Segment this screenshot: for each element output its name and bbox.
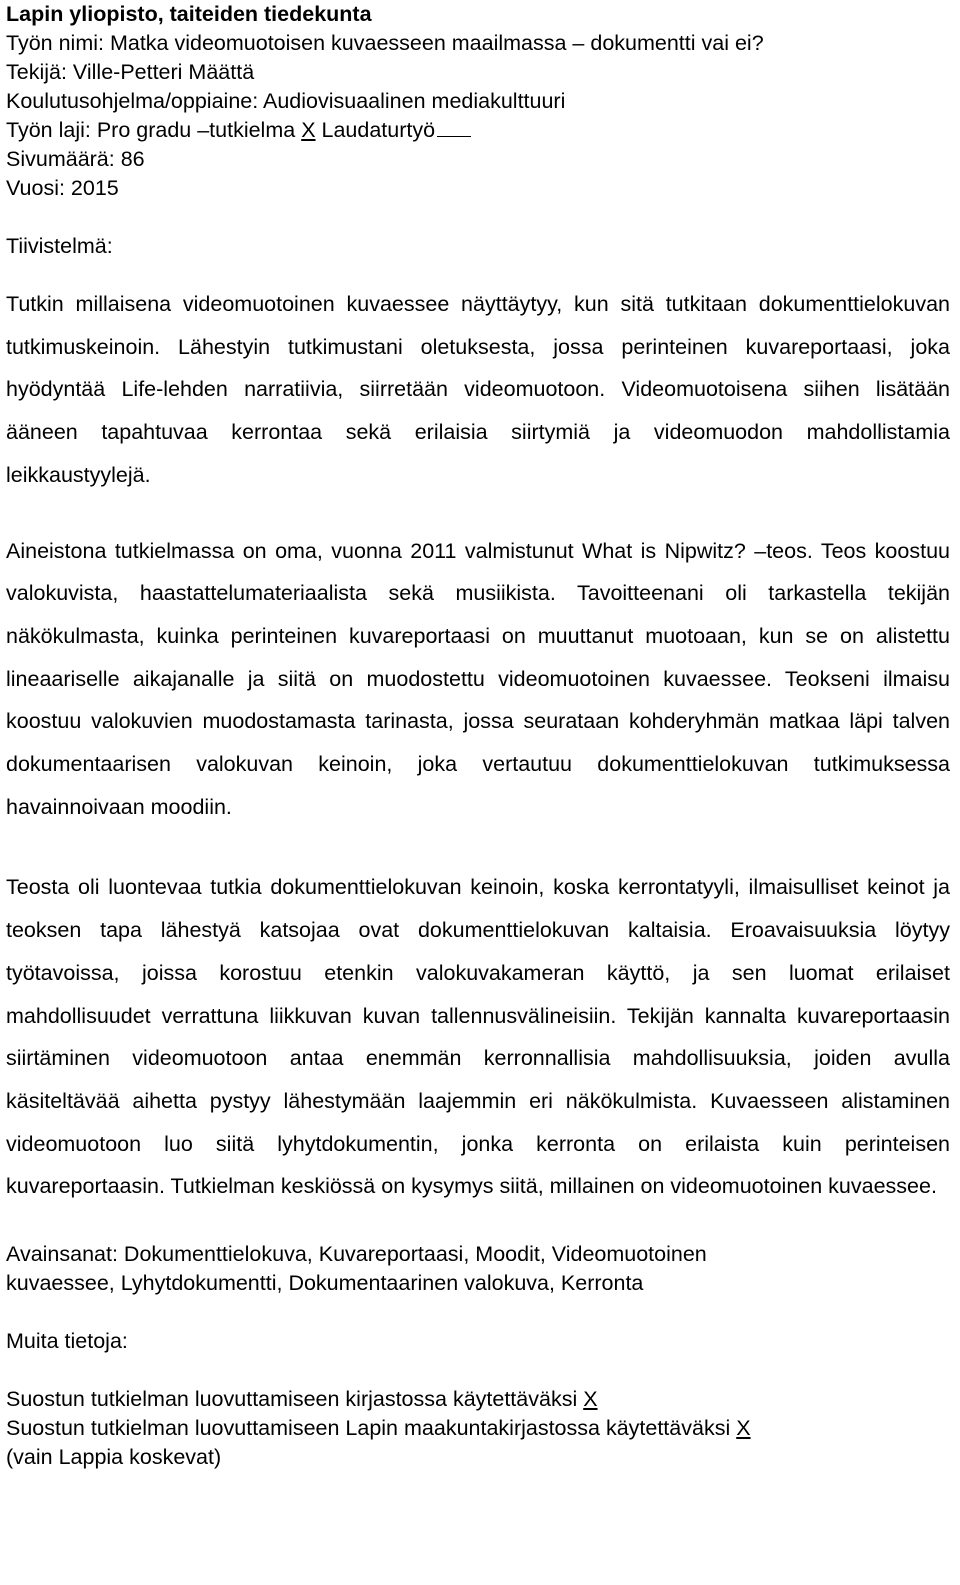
page-count-line: Sivumäärä: 86 (6, 147, 145, 171)
year-line: Vuosi: 2015 (6, 176, 119, 200)
thesis-abstract-page (6, 0, 950, 1472)
abstract-label: Tiivistelmä: (6, 234, 113, 258)
other-info-label: Muita tietoja: (6, 1329, 128, 1354)
consent-regional-mark: X (736, 1416, 751, 1441)
abstract-paragraph-2: Aineistona tutkielmassa on oma, vuonna 2011 valmistunut What is Nipwitz? –teos. Teos koostuu valokuvista, haastattelumateriaalista sekä musiikista. Tavoitteenani oli tarkastella tekijän näkökulmasta, kuinka perinteinen kuvareportaasi on muuttanut muotoaan, kun se on alistettu lineaariselle aikajanalle ja siitä on muodostettu videomuotoinen kuvaessee. Teokseni ilmaisu koostuu valokuvien muodostamasta tarinasta, jossa seurataan kohderyhmän matkaa läpi talven dokumentaarisen valokuvan keinoin, joka vertautuu dokumenttielokuvan tutkimuksessa havainnoivaan moodiin. (6, 538, 950, 819)
work-title-line: Työn nimi: Matka videomuotoisen kuvaesseen maailmassa – dokumentti vai ei? (6, 31, 764, 55)
work-type-mark: X (301, 118, 316, 142)
keywords-block (6, 1240, 950, 1298)
abstract-paragraph-1: Tutkin millaisena videomuotoinen kuvaessee näyttäytyy, kun sitä tutkitaan dokumenttielokuvan tutkimuskeinoin. Lähestyin tutkimustani oletuksesta, jossa perinteinen kuvareportaasi, joka hyödyntää Life-lehden narratiivia, siirretään videomuotoon. Videomuotoisena siihen lisätään ääneen tapahtuvaa kerrontaa sekä erilaisia siirtymiä ja videomuodon mahdollistamia leikkaustyylejä. (6, 292, 950, 487)
author-line: Tekijä: Ville-Petteri Määttä (6, 60, 255, 84)
consent-library-mark: X (583, 1387, 598, 1412)
keywords-line-2: kuvaessee, Lyhytdokumentti, Dokumentaarinen valokuva, Kerronta (6, 1271, 644, 1296)
work-type-prefix: Työn laji: Pro gradu –tutkielma (6, 118, 302, 142)
consent-regional-text: Suostun tutkielman luovuttamiseen Lapin maakuntakirjastossa käytettäväksi (6, 1416, 737, 1441)
consent-library-text: Suostun tutkielman luovuttamiseen kirjastossa käytettäväksi (6, 1387, 584, 1412)
laudatur-blank (437, 116, 471, 137)
program-line: Koulutusohjelma/oppiaine: Audiovisuaalinen mediakulttuuri (6, 89, 566, 113)
keywords-line-1: Avainsanat: Dokumenttielokuva, Kuvareportaasi, Moodit, Videomuotoinen (6, 1242, 707, 1267)
consent-note: (vain Lappia koskevat) (6, 1445, 222, 1470)
faculty-heading: Lapin yliopisto, taiteiden tiedekunta (6, 2, 372, 26)
consent-regional-line (6, 1414, 950, 1443)
consent-library-line (6, 1385, 950, 1414)
work-type-line (6, 116, 950, 145)
abstract-paragraph-3: Teosta oli luontevaa tutkia dokumenttielokuvan keinoin, koska kerrontatyyli, ilmaisulliset keinot ja teoksen tapa lähestyä katsojaa ovat dokumenttielokuvan kaltaisia. Eroavaisuuksia löytyy työtavoissa, joissa korostuu etenkin valokuvakameran käyttö, ja sen luomat erilaiset mahdollisuudet verrattuna liikkuvan kuvan tallennusvälineisiin. Tekijän kannalta kuvareportaasin siirtäminen videomuotoon antaa enemmän kerronnallisia mahdollisuuksia, joiden avulla käsiteltävää aihetta pystyy lähestymään laajemmin eri näkökulmista. Kuvaesseen alistaminen videomuotoon luo siitä lyhytdokumentin, jonka kerronta on erilaista kuin perinteisen kuvareportaasin. Tutkielman keskiössä on kysymys siitä, millainen on videomuotoinen kuvaessee. (6, 875, 950, 1199)
work-type-suffix: Laudaturtyö (315, 118, 436, 142)
